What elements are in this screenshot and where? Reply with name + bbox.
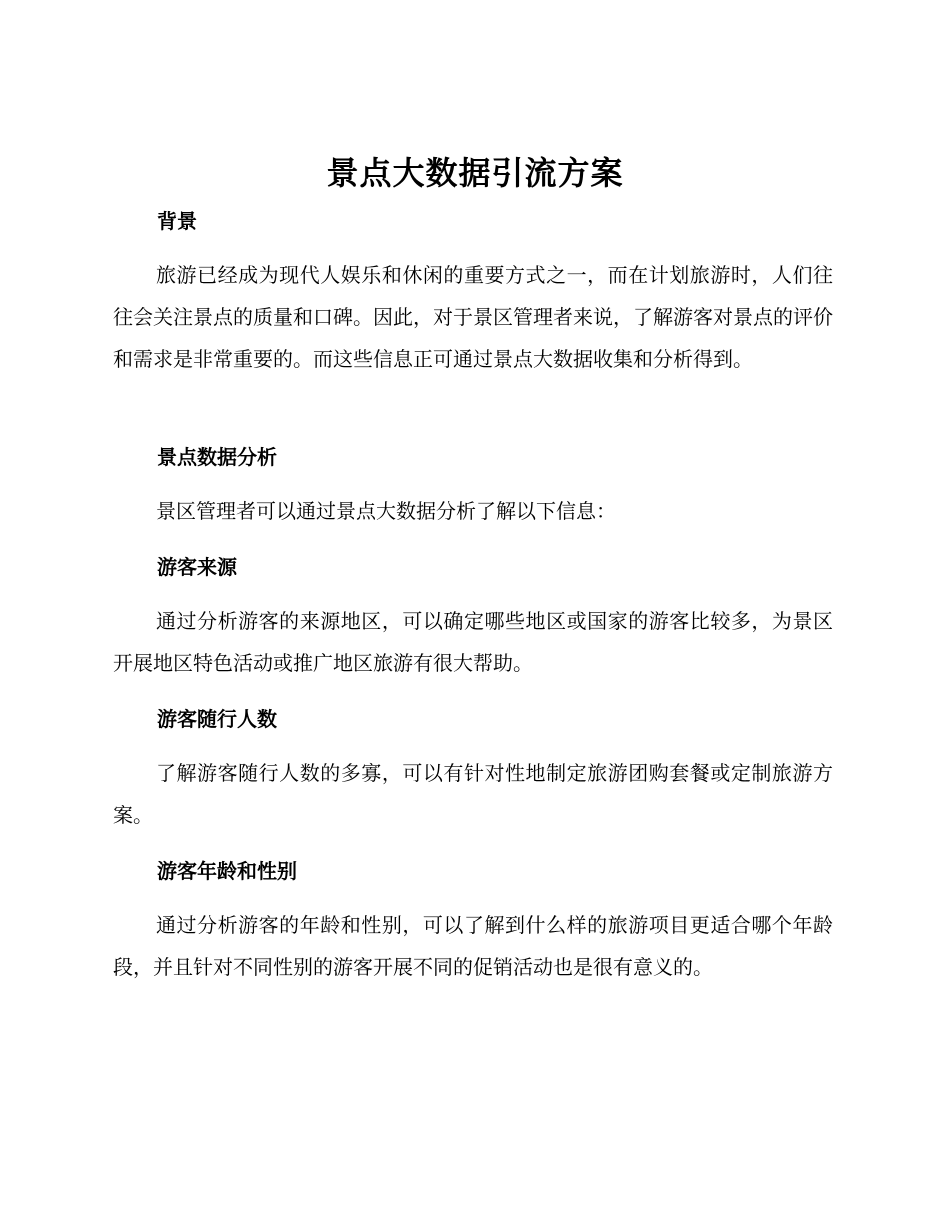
paragraph-background: 旅游已经成为现代人娱乐和休闲的重要方式之一，而在计划旅游时，人们往往会关注景点的质量和口碑。因此，对于景区管理者来说，了解游客对景点的评价和需求是非常重要的。而这些信息正可通过景点大数据收集和分析得到。 [113, 263, 833, 371]
section-heading-group-size: 游客随行人数 [157, 707, 277, 731]
section-heading-age-gender: 游客年龄和性别 [157, 859, 297, 883]
paragraph-group-size: 了解游客随行人数的多寡，可以有针对性地制定旅游团购套餐或定制旅游方案。 [113, 761, 833, 827]
section-heading-visitor-origin: 游客来源 [157, 555, 237, 579]
paragraph-visitor-origin: 通过分析游客的来源地区，可以确定哪些地区或国家的游客比较多，为景区开展地区特色活动或推广地区旅游有很大帮助。 [113, 609, 833, 675]
paragraph-age-gender: 通过分析游客的年龄和性别，可以了解到什么样的旅游项目更适合哪个年龄段，并且针对不同性别的游客开展不同的促销活动也是很有意义的。 [113, 913, 833, 979]
section-heading-background: 背景 [157, 209, 197, 233]
document-title: 景点大数据引流方案 [326, 154, 624, 192]
paragraph-data-analysis: 景区管理者可以通过景点大数据分析了解以下信息： [156, 499, 616, 523]
section-heading-data-analysis: 景点数据分析 [157, 445, 277, 469]
